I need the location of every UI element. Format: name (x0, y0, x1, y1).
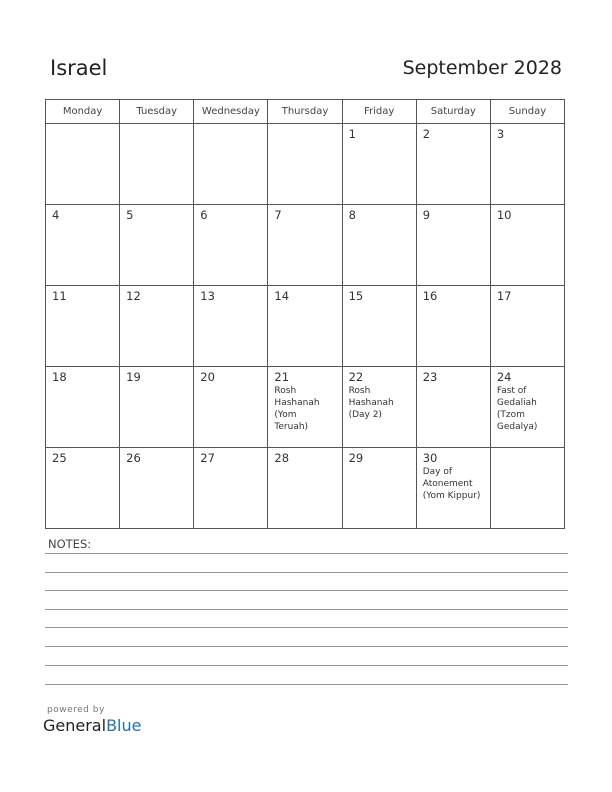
week-row (46, 448, 565, 529)
day-number: 13 (200, 289, 215, 303)
day-number: 25 (52, 451, 67, 465)
note-line (45, 609, 568, 610)
day-number: 9 (422, 208, 431, 222)
day-number: 3 (496, 127, 505, 141)
weekday-header: Friday (342, 100, 416, 124)
note-line (45, 572, 568, 573)
day-number: 23 (422, 370, 438, 384)
day-cell (46, 286, 120, 367)
day-cell (46, 448, 120, 529)
holiday-line: Day of (422, 467, 453, 477)
day-cell (120, 367, 194, 448)
day-number: 16 (422, 289, 438, 303)
day-number: 20 (200, 370, 215, 384)
weekday-header: Sunday (490, 100, 564, 124)
holiday-line: (Tzom (496, 410, 525, 420)
day-cell (416, 205, 490, 286)
note-line (45, 627, 568, 628)
day-number: 26 (126, 451, 141, 465)
note-line (45, 590, 568, 591)
empty-day-cell (194, 124, 268, 205)
holiday-line: Gedalya) (496, 422, 538, 432)
day-number: 4 (52, 208, 60, 222)
weekday-header-row (46, 100, 565, 124)
holiday-label (423, 466, 490, 502)
day-number: 30 (422, 451, 438, 465)
note-line (45, 684, 568, 685)
empty-day-cell (490, 448, 564, 529)
empty-day-cell (120, 124, 194, 205)
day-cell (490, 124, 564, 205)
day-cell (46, 205, 120, 286)
month-year-title: September 2028 (402, 57, 562, 79)
day-number: 10 (496, 208, 512, 222)
day-cell (490, 286, 564, 367)
day-cell (120, 448, 194, 529)
week-row (46, 367, 565, 448)
week-row (46, 286, 565, 367)
day-cell (194, 448, 268, 529)
day-cell (268, 367, 342, 448)
day-number: 14 (274, 289, 290, 303)
country-title: Israel (50, 56, 108, 80)
day-cell (268, 286, 342, 367)
day-number: 15 (348, 289, 364, 303)
day-cell (416, 367, 490, 448)
holiday-line: Teruah) (274, 422, 309, 432)
week-row (46, 124, 565, 205)
holiday-label (497, 385, 564, 433)
notes-label: NOTES: (48, 537, 92, 551)
day-cell (194, 205, 268, 286)
day-number: 1 (348, 127, 356, 141)
day-cell (490, 205, 564, 286)
day-number: 5 (126, 208, 134, 222)
weekday-header: Thursday (268, 100, 342, 124)
day-number: 17 (496, 289, 512, 303)
day-cell (490, 367, 564, 448)
day-number: 19 (126, 370, 141, 384)
brand-general: General (43, 716, 107, 735)
day-number: 2 (422, 127, 431, 141)
holiday-line: (Yom Kippur) (422, 491, 481, 501)
empty-day-cell (268, 124, 342, 205)
day-cell (194, 367, 268, 448)
day-cell (342, 448, 416, 529)
holiday-line: Fast of (496, 386, 527, 396)
note-line (45, 553, 568, 554)
day-cell (46, 367, 120, 448)
day-number: 24 (496, 370, 512, 384)
day-number: 6 (200, 208, 208, 222)
day-cell (342, 367, 416, 448)
holiday-line: (Day 2) (348, 410, 382, 420)
day-number: 7 (274, 208, 282, 222)
day-number: 18 (52, 370, 67, 384)
day-cell (416, 448, 490, 529)
empty-day-cell (46, 124, 120, 205)
day-cell (120, 286, 194, 367)
weekday-header: Monday (46, 100, 120, 124)
holiday-line: Rosh (348, 386, 371, 396)
day-number: 21 (274, 370, 290, 384)
day-cell (194, 286, 268, 367)
note-line (45, 646, 568, 647)
holiday-line: Atonement (422, 479, 473, 489)
day-cell (342, 205, 416, 286)
holiday-line: (Yom (274, 410, 297, 420)
weekday-header: Tuesday (120, 100, 194, 124)
holiday-label (274, 385, 341, 433)
note-line (45, 665, 568, 666)
day-number: 11 (52, 289, 67, 303)
day-cell (416, 286, 490, 367)
weekday-header: Saturday (416, 100, 490, 124)
day-cell (342, 286, 416, 367)
brand-blue: Blue (106, 716, 142, 735)
holiday-line: Hashanah (348, 398, 394, 408)
holiday-line: Rosh (274, 386, 297, 396)
day-number: 12 (126, 289, 141, 303)
day-number: 27 (200, 451, 215, 465)
day-number: 28 (274, 451, 290, 465)
day-number: 22 (348, 370, 364, 384)
powered-by-text: powered by (47, 705, 105, 715)
calendar-grid (45, 99, 565, 529)
day-cell (120, 205, 194, 286)
week-row (46, 205, 565, 286)
holiday-line: Gedaliah (496, 398, 537, 408)
holiday-line: Hashanah (274, 398, 320, 408)
day-number: 29 (348, 451, 364, 465)
generalblue-logo (43, 716, 141, 735)
day-cell (416, 124, 490, 205)
day-cell (268, 205, 342, 286)
day-cell (342, 124, 416, 205)
weekday-header: Wednesday (194, 100, 268, 124)
day-number: 8 (348, 208, 356, 222)
holiday-label (349, 385, 416, 421)
day-cell (268, 448, 342, 529)
